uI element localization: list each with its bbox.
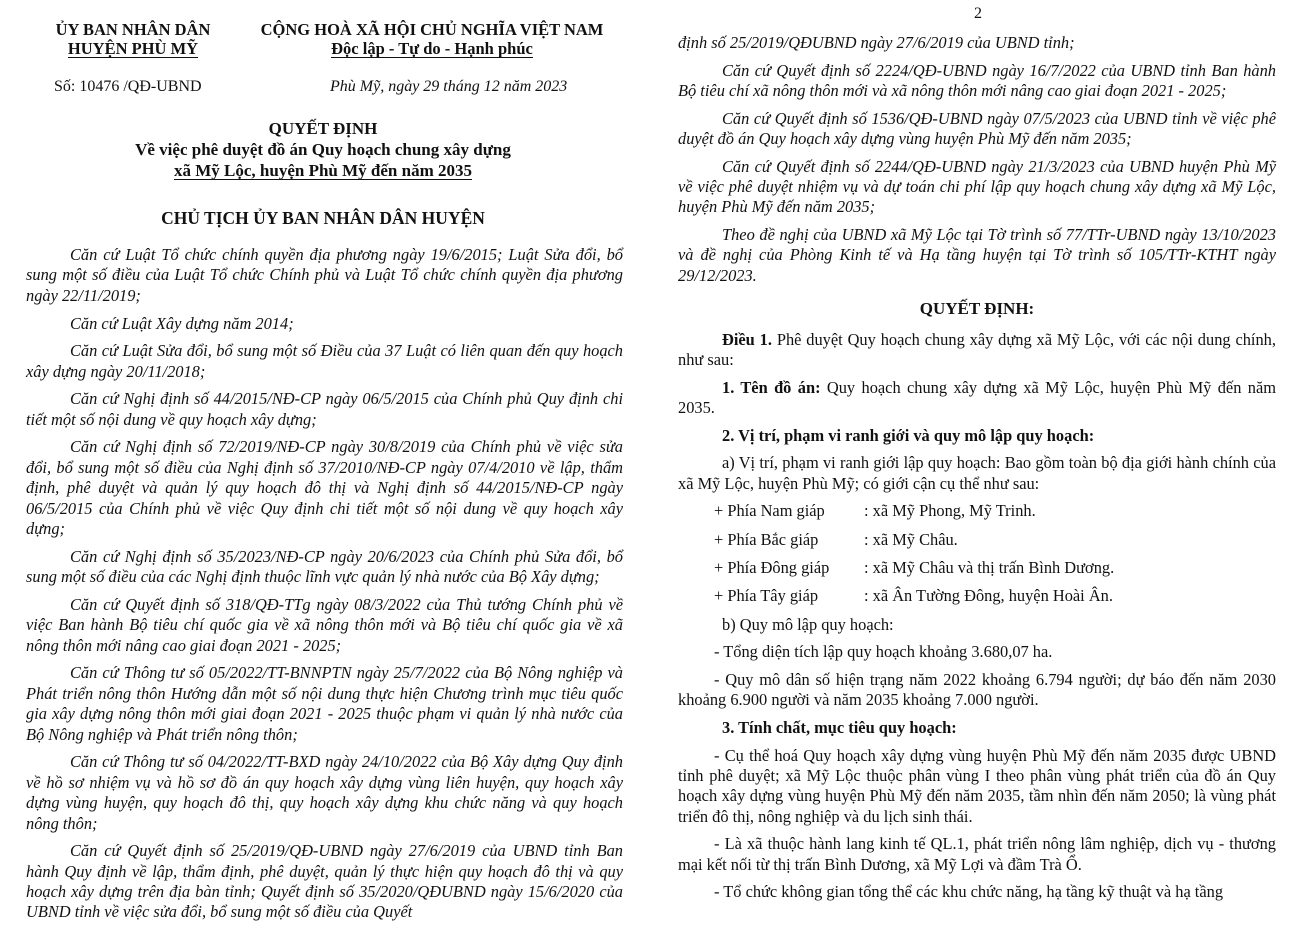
proposal-paragraph: Theo đề nghị của UBND xã Mỹ Lộc tại Tờ trình số 77/TTr-UBND ngày 13/10/2023 và đề nghị của Phòng Kinh tế và Hạ tầng huyện tại Tờ trình số 105/TTr-KTHT ngày 29/12/2023. bbox=[678, 225, 1276, 285]
border-direction: + Phía Bắc giáp bbox=[714, 529, 819, 549]
area-item: - Tổng diện tích lập quy hoạch khoảng 3.680,07 ha. bbox=[714, 642, 1053, 662]
border-row bbox=[678, 586, 1276, 606]
legal-basis-paragraph: Căn cứ Quyết định số 318/QĐ-TTg ngày 08/3/2022 của Thủ tướng Chính phủ về việc Ban hành Bộ tiêu chí quốc gia về xã nông thôn mới và Bộ tiêu chí quốc gia về xã nông thôn mới nâng cao giai đoạn 2021 - 2025; bbox=[26, 594, 623, 655]
document-subject bbox=[0, 139, 646, 181]
section-1-text: Quy hoạch chung xây dựng xã Mỹ Lộc, huyện Phù Mỹ đến năm 2035. bbox=[678, 377, 1276, 418]
section-2-heading: 2. Vị trí, phạm vi ranh giới và quy mô lập quy hoạch: bbox=[722, 425, 1095, 445]
legal-basis-paragraph: Căn cứ Quyết định số 25/2019/QĐ-UBND ngày 27/6/2019 của UBND tỉnh Ban hành Quy định về lập, thẩm định, phê duyệt, quản lý thực hiện quy hoạch đô thị và quy hoạch xây dựng trên địa bàn tỉnh; Quyết định số 35/2020/QĐUBND ngày 15/6/2020 của UBND tỉnh về việc sửa đổi, bổ sung một số điều của Quyết bbox=[26, 841, 623, 922]
legal-basis-paragraph: Căn cứ Thông tư số 04/2022/TT-BXD ngày 24/10/2022 của Bộ Xây dựng Quy định về hồ sơ nhiệm vụ và hồ sơ đồ án quy hoạch xây dựng vùng liên huyện, quy hoạch xây dựng vùng huyện, quy hoạch đô thị, quy hoạch xây dựng khu chức năng và quy hoạch nông thôn; bbox=[26, 752, 623, 833]
subject-line-1: Về việc phê duyệt đồ án Quy hoạch chung xây dựng bbox=[135, 140, 511, 159]
section-3-heading: 3. Tính chất, mục tiêu quy hoạch: bbox=[722, 718, 957, 738]
legal-basis-paragraph: Căn cứ Luật Xây dựng năm 2014; bbox=[70, 313, 294, 333]
agency-line-2: HUYỆN PHÙ MỸ bbox=[67, 39, 199, 58]
legal-basis-paragraph: Căn cứ Quyết định số 1536/QĐ-UBND ngày 07/5/2023 của UBND tỉnh về việc phê duyệt đồ án Quy hoạch xây dựng vùng huyện Phù Mỹ đến năm 2035; bbox=[678, 108, 1276, 148]
border-row bbox=[678, 558, 1276, 578]
legal-basis-paragraph: Căn cứ Luật Sửa đổi, bổ sung một số Điều của 37 Luật có liên quan đến quy hoạch xây dựng ngày 20/11/2018; bbox=[26, 341, 623, 381]
section-3-item: - Cụ thể hoá Quy hoạch xây dựng vùng huyện Phù Mỹ đến năm 2035 được UBND tỉnh phê duyệt; xã Mỹ Lộc thuộc phân vùng I theo phân vùng phát triển của đồ án Quy hoạch xây dựng vùng huyện Phù Mỹ đến năm 2035, tầm nhìn đến năm 2050; là vùng phát triển đô thị, nông nghiệp và du lịch sinh thái. bbox=[678, 745, 1276, 826]
legal-basis-paragraph: Căn cứ Nghị định số 35/2023/NĐ-CP ngày 20/6/2023 của Chính phủ Sửa đổi, bổ sung một số điều của các Nghị định thuộc lĩnh vực quản lý nhà nước của Bộ Xây dựng; bbox=[26, 546, 623, 587]
section-2a: a) Vị trí, phạm vi ranh giới lập quy hoạch: Bao gồm toàn bộ địa giới hành chính của xã Mỹ Lộc, huyện Phù Mỹ; có giới cận cụ thể như sau: bbox=[678, 453, 1276, 493]
border-row bbox=[678, 501, 1276, 521]
decision-heading: QUYẾT ĐỊNH: bbox=[919, 299, 1035, 319]
border-value: : xã Mỹ Châu. bbox=[864, 529, 958, 549]
section-1-label: 1. Tên đồ án: bbox=[722, 377, 821, 397]
legal-basis-list bbox=[26, 245, 623, 930]
document-type-title: QUYẾT ĐỊNH bbox=[268, 119, 378, 138]
subject-line-2: xã Mỹ Lộc, huyện Phù Mỹ đến năm 2035 bbox=[174, 161, 472, 180]
document-page-2 bbox=[648, 0, 1293, 936]
agency-line-1: ỦY BAN NHÂN DÂN bbox=[55, 20, 211, 39]
section-3-item: - Tổ chức không gian tổng thể các khu chức năng, hạ tầng kỹ thuật và hạ tầng bbox=[714, 882, 1224, 902]
border-value: : xã Ân Tường Đông, huyện Hoài Ân. bbox=[864, 586, 1113, 606]
border-value: : xã Mỹ Châu và thị trấn Bình Dương. bbox=[864, 558, 1115, 578]
legal-basis-paragraph: Căn cứ Nghị định số 72/2019/NĐ-CP ngày 30/8/2019 của Chính phủ về việc sửa đổi, bổ sung một số điều của Nghị định số 37/2010/NĐ-CP ngày 07/4/2010 về lập, thẩm định, phê duyệt và quản lý quy hoạch đô thị và Nghị định số 44/2015/NĐ-CP ngày 06/5/2015 của Chính phủ về việc Quy định chi tiết một số nội dung về quy hoạch xây dựng; bbox=[26, 437, 623, 539]
border-direction: + Phía Nam giáp bbox=[714, 501, 825, 521]
border-direction: + Phía Tây giáp bbox=[714, 586, 819, 606]
legal-basis-paragraph: Căn cứ Quyết định số 2244/QĐ-UBND ngày 21/3/2023 của UBND huyện Phù Mỹ về việc phê duyệt nhiệm vụ và dự toán chi phí lập quy hoạch chung xây dựng xã Mỹ Lộc, huyện Phù Mỹ đến năm 2035; bbox=[678, 156, 1276, 217]
document-page-1 bbox=[0, 0, 646, 936]
nation-line-1: CỘNG HOÀ XÃ HỘI CHỦ NGHĨA VIỆT NAM bbox=[260, 20, 604, 39]
nation-line-2: Độc lập - Tự do - Hạnh phúc bbox=[331, 39, 533, 58]
legal-basis-paragraph: Căn cứ Nghị định số 44/2015/NĐ-CP ngày 06/5/2015 của Chính phủ Quy định chi tiết một số nội dung về quy hoạch xây dựng; bbox=[26, 389, 623, 429]
page-2-body bbox=[678, 33, 1276, 910]
border-row bbox=[678, 530, 1276, 550]
article-1-label: Điều 1. bbox=[722, 329, 772, 349]
authority-heading: CHỦ TỊCH ỦY BAN NHÂN DÂN HUYỆN bbox=[161, 208, 485, 228]
section-1 bbox=[678, 378, 1276, 419]
section-2b: b) Quy mô lập quy hoạch: bbox=[722, 614, 894, 634]
document-number: Số: 10476 /QĐ-UBND bbox=[54, 78, 202, 95]
population-item: - Quy mô dân số hiện trạng năm 2022 khoảng 6.794 người; dự báo đến năm 2030 khoảng 6.900 người và năm 2035 khoảng 7.000 người. bbox=[678, 670, 1276, 710]
article-1-text: Phê duyệt Quy hoạch chung xây dựng xã Mỹ Lộc, với các nội dung chính, như sau: bbox=[678, 329, 1276, 370]
article-1 bbox=[678, 330, 1276, 371]
legal-basis-paragraph: Căn cứ Luật Tổ chức chính quyền địa phương ngày 19/6/2015; Luật Sửa đổi, bổ sung một số điều của Luật Tổ chức Chính phủ và Luật Tổ chức chính quyền địa phương ngày 22/11/2019; bbox=[26, 245, 623, 305]
section-3-item: - Là xã thuộc hành lang kinh tế QL.1, phát triển nông lâm nghiệp, dịch vụ - thương mại kết nối từ thị trấn Bình Dương, xã Mỹ Lợi và đầm Trà Ổ. bbox=[678, 834, 1276, 874]
border-value: : xã Mỹ Phong, Mỹ Trinh. bbox=[864, 501, 1036, 521]
page-number: 2 bbox=[974, 5, 982, 22]
border-direction: + Phía Đông giáp bbox=[714, 558, 830, 578]
national-motto bbox=[238, 20, 626, 58]
continued-paragraph: định số 25/2019/QĐUBND ngày 27/6/2019 của UBND tỉnh; bbox=[678, 33, 1075, 52]
issuing-agency bbox=[28, 20, 238, 58]
place-and-date: Phù Mỹ, ngày 29 tháng 12 năm 2023 bbox=[330, 78, 568, 95]
legal-basis-paragraph: Căn cứ Quyết định số 2224/QĐ-UBND ngày 16/7/2022 của UBND tỉnh Ban hành Bộ tiêu chí xã nông thôn mới và xã nông thôn mới nâng cao giai đoạn 2021 - 2025; bbox=[678, 60, 1276, 100]
legal-basis-paragraph: Căn cứ Thông tư số 05/2022/TT-BNNPTN ngày 25/7/2022 của Bộ Nông nghiệp và Phát triển nông thôn Hướng dẫn một số nội dung thực hiện Chương trình mục tiêu quốc gia xây dựng nông thôn mới giai đoạn 2021 - 2025 thuộc phạm vi quản lý nhà nước của Bộ Nông nghiệp và Phát triển nông thôn; bbox=[26, 663, 623, 744]
